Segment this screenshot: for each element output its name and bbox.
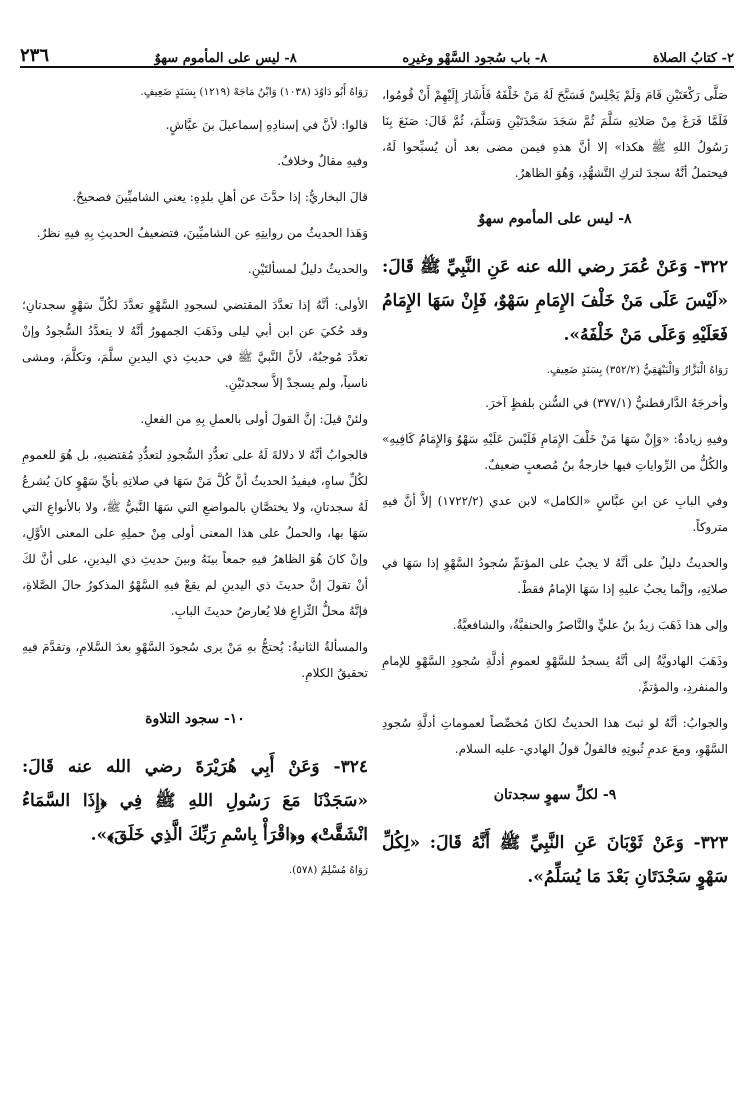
hadith-text: ٣٢٤- وَعَنْ أَبِي هُرَيْرَةَ رضي الله عنه قَالَ: «سَجَدْنَا مَعَ رَسُولِ اللهِ ﷺ فِي ﴿إِذَا السَّمَاءُ انْشَقَّتْ﴾ و﴿اقْرَأْ بِاسْمِ رَبِّكَ الَّذِي خَلَقَ﴾». bbox=[22, 757, 368, 845]
paragraph: ولئنْ قيلَ: إنَّ القولَ أولى بالعملِ بِهِ من الفعلِ. bbox=[140, 412, 368, 426]
paragraph: والمسألةُ الثانيةُ: يُحتجُّ بهِ مَنْ يرى سُجودَ السَّهْوِ بعدَ السَّلامِ، وتقدَّمَ فيهِ تحقيقُ الكلامِ. bbox=[22, 640, 368, 680]
hadith-reference: رَوَاهُ مُسْلِمٌ (٥٧٨). bbox=[288, 864, 368, 876]
paragraph: والجوابُ: أنَّهُ لو ثبتَ هذا الحديثُ لكانَ مُخصِّصاً لعموماتِ أدلَّةِ سُجودِ السَّهْوِ، ومعَ عدمِ ثُبوتِهِ فالقولُ قولُ الهادي- عليه السلام. bbox=[382, 716, 728, 756]
header-book-title: ٢- كتابُ الصلاة bbox=[652, 51, 734, 66]
paragraph: الأولى: أنَّهُ إذا تعدَّدَ المقتضي لسجودِ السَّهْوِ تعدَّدَ لكُلِّ سَهْوٍ سجدتانِ؛ وقد حُكيَ عن ابن أبي ليلى وذَهَبَ الجمهورُ أنَّهُ لا يتعدَّدُ السُّجودُ وإنْ تعدَّدَ مُوجبُهُ، لأنَّ النَّبيَّ ﷺ في حديثِ ذي اليدينِ سلَّمَ، وتكلَّمَ، ومشى ناسياً، ولم يسجدْ إلاَّ سجدتَيْنِ. bbox=[22, 298, 368, 390]
paragraph: قالَ البخاريُّ: إذا حدَّثَ عن أهلِ بلدِهِ: يعني الشاميِّينَ فصحيحٌ. bbox=[72, 190, 368, 204]
section-heading: ١٠- سجود التلاوة bbox=[145, 711, 245, 727]
section-heading: ٩- لكلِّ سهوٍ سجدتان bbox=[493, 787, 617, 803]
right-column bbox=[382, 82, 728, 902]
paragraph: فالجوابُ أنَّهُ لا دلالةَ لَهُ على تعدُّدِ السُّجودِ لتعدُّدِ مُقتضيهِ، بل هُوَ للعمومِ لكُلِّ ساهٍ، فيفيدُ الحديثُ أنَّ كُلَّ مَنْ سَهَا في صلاتِهِ بأيِّ سَهْوٍ كانَ يُشرعُ لَهُ سجدتانِ، ولا يختصَّانِ بالمواضعِ التي سَهَا النَّبيُّ ﷺ، ولا بالأنواعِ التي سَهَا بها، والحملُ على هذا المعنى أولى مِنْ حملِهِ على المعنى الأوَّلِ، وإنْ كانَ هُوَ الظاهرُ فيهِ جمعاً بينَهُ وبينَ حديثِ ذي اليدينِ، على أنَّ لكَ أنْ تقولَ إنَّ حديثَ ذي اليدينِ لم يقعْ فيهِ السَّهْوُ المذكورُ حالَ الصَّلاةِ، فإنَّهُ محلُّ النِّزاعِ فلا يُعارضُ حديثَ البابِ. bbox=[22, 448, 368, 618]
paragraph: وإلى هذا ذَهَبَ زيدُ بنُ عليٍّ والنَّاصرُ والحنفيَّةُ، والشافعيَّةُ. bbox=[452, 618, 728, 632]
header-chapter-title: ٨- باب سُجود السَّهْو وغيرِه bbox=[402, 51, 548, 66]
paragraph: وأخرجَهُ الدَّارقطنيُّ (٣٧٧/١) في السُّنن بلفظٍ آخرَ. bbox=[485, 396, 728, 410]
page-number: ٢٣٦ bbox=[20, 45, 50, 66]
paragraph: والحديثُ دليلٌ لمسألتَيْنِ. bbox=[247, 262, 368, 276]
paragraph: وَهَذا الحديثُ من روايتِهِ عن الشاميِّينَ، فتضعيفُ الحديثِ بِهِ فيهِ نظرٌ. bbox=[36, 226, 368, 240]
paragraph: وفي البابِ عن ابنِ عبَّاسٍ «الكامل» لابن عدي (١٧٢٢/٢) إلاَّ أنَّ فيهِ متروكاً. bbox=[382, 494, 728, 534]
hadith-reference: رَوَاهُ أَبُو دَاوُدَ (١٠٣٨) وَابْنُ مَاجَهْ (١٢١٩) بِسَنَدٍ ضَعِيفٍ. bbox=[140, 86, 368, 98]
running-header bbox=[20, 40, 734, 68]
hadith-reference: رَوَاهُ الْبَزَّارُ وَالْبَيْهَقِيُّ (٣٥٢/٢) بِسَنَدٍ ضَعِيفٍ. bbox=[546, 364, 728, 376]
paragraph: والحديثُ دليلٌ على أنَّهُ لا يجبُ على المؤتمِّ سُجودُ السَّهْوِ إذا سَهَا في صلاتِهِ، وإنَّما يجبُ عليهِ إذا سَهَا الإمامُ فقطْ. bbox=[382, 556, 728, 596]
section-heading: ٨- ليس على المأموم سهوٌ bbox=[478, 211, 632, 227]
hadith-text: ٣٢٣- وَعَنْ ثَوْبَانَ عَنِ النَّبِيِّ ﷺ أَنَّهُ قَالَ: «لِكُلِّ سَهْوٍ سَجْدَتَانِ بَعْدَ مَا يُسَلِّمُ». bbox=[382, 833, 728, 887]
header-section-title: ٨- ليس على المأموم سهوٌ bbox=[154, 51, 297, 66]
paragraph: وذَهَبَ الهادويَّةُ إلى أنَّهُ يسجدُ للسَّهْوِ لعمومِ أدلَّةِ سُجودِ السَّهْوِ للإمامِ والمنفردِ، والمؤتمِّ. bbox=[382, 654, 728, 694]
hadith-text: ٣٢٢- وَعَنْ عُمَرَ رضي الله عنه عَنِ النَّبِيِّ ﷺ قَالَ: «لَيْسَ عَلَى مَنْ خَلْفَ الإِمَامِ سَهْوٌ، فَإِنْ سَهَا الإِمَامُ فَعَلَيْهِ وَعَلَى مَنْ خَلْفَهُ». bbox=[382, 257, 728, 345]
paragraph: صَلَّى رَكْعَتَيْنِ قَامَ وَلَمْ يَجْلِسْ فَسَبَّحَ لَهُ مَنْ خَلْفَهُ فَأَشَارَ إِلَيْهِمْ أَنْ قُومُوا، فَلَمَّا فَرَغَ مِنْ صَلاتِهِ سَلَّمَ ثُمَّ سَجَدَ سَجْدَتَيْنِ وَسَلَّمَ، ثُمَّ قَالَ: صَنَعَ بِنَا رَسُولُ اللهِ ﷺ هكذا» إلا أنَّ هذهِ فيمن مضى بعد أن يُسبِّحوا لَهُ، فيحتملُ أنَّهُ سجدَ لتركِ التَّشهُّدِ، وَهُوَ الظاهرُ. bbox=[382, 88, 728, 180]
paragraph: وفيهِ مقالٌ وخلافٌ. bbox=[277, 154, 368, 168]
paragraph: قالوا: لأنَّ في إسنادِهِ إسماعيلَ بنَ عيَّاشٍ. bbox=[165, 118, 368, 132]
paragraph: وفيهِ زيادةٌ: «وَإِنْ سَهَا مَنْ خَلْفَ الإِمَامِ فَلَيْسَ عَلَيْهِ سَهْوٌ وَالإِمَامُ كَافِيهِ» والكُلُّ من الرِّواياتِ فيها خارجةُ بنُ مُصعبٍ ضعيفٌ. bbox=[382, 432, 728, 472]
left-column bbox=[22, 82, 368, 890]
